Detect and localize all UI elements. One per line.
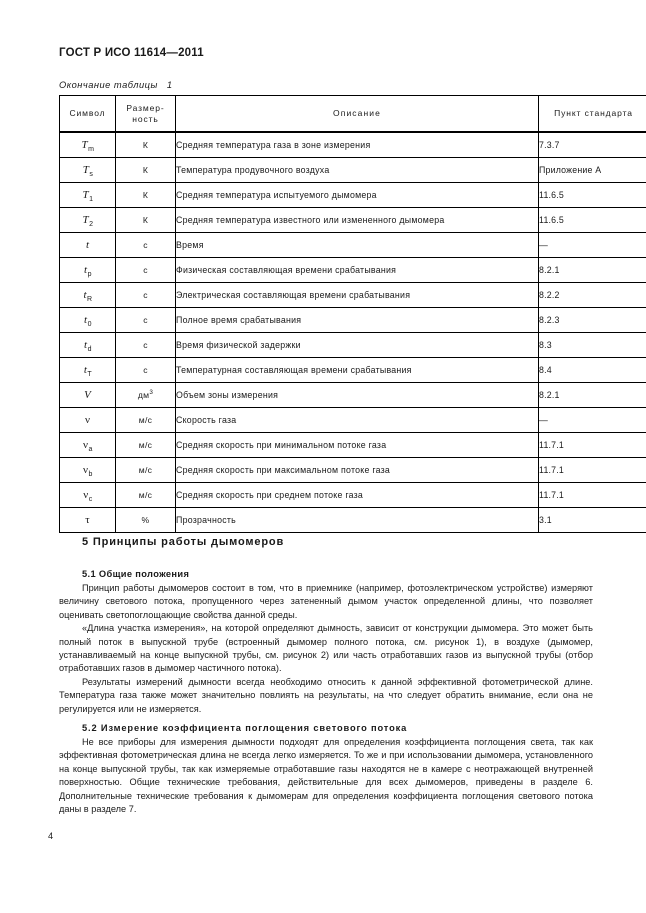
table-row (60, 183, 646, 208)
cell-dimension (116, 208, 176, 233)
cell-reference: 11.7.1 (539, 458, 646, 483)
cell-symbol (60, 158, 116, 183)
paragraph: Принцип работы дымомеров состоит в том, что в приемнике (например, фотоэлектрическом устройстве) измеряют величину светового потока, пропущенного через затененный дымом участок определенной длины, что позволяет оценивать светопоглощающие свойства данной среды. (59, 583, 593, 620)
symbol-base: ν (83, 439, 89, 451)
symbol-base: τ (85, 514, 90, 526)
symbol-base: ν (85, 414, 90, 426)
symbol-subscript: 0 (87, 321, 92, 328)
dimension-text: К (142, 190, 149, 200)
symbols-table-wrapper (59, 95, 633, 533)
cell-dimension (116, 433, 176, 458)
table-row (60, 458, 646, 483)
table-row (60, 383, 646, 408)
cell-symbol (60, 383, 116, 408)
symbol-base: t (84, 339, 88, 351)
subsection-title-5-2: 5.2 Измерение коэффициента поглощения светового потока (82, 723, 408, 733)
cell-dimension (116, 333, 176, 358)
cell-reference: 11.7.1 (539, 433, 646, 458)
paragraph: «Длина участка измерения», на которой определяют дымность, зависит от конструкции дымомера. Это может быть полный поток в выпускной трубе (встроенный дымомер полного потока, см. рисунок 1), в воздухе (дымомер, устанавливаемый на конце выпускной трубы, см. рисунок 2) или часть отработавших газов из выпускной трубы (отбор отработавших газов в дымомер частичного потока). (59, 623, 593, 674)
cell-dimension (116, 408, 176, 433)
symbol-base: t (83, 364, 87, 376)
cell-symbol (60, 132, 116, 158)
dimension-text: м/с (138, 490, 153, 500)
cell-symbol (60, 233, 116, 258)
symbol-base: T (81, 139, 88, 151)
symbol-subscript: 2 (89, 221, 94, 228)
symbols-table (59, 95, 646, 533)
table-caption-number: 1 (166, 80, 173, 90)
cell-dimension (116, 283, 176, 308)
dimension-text: м/с (138, 465, 153, 475)
cell-symbol (60, 408, 116, 433)
symbol-base: T (82, 189, 89, 201)
cell-description: Полное время срабатывания (176, 308, 539, 333)
cell-reference: 7.3.7 (539, 132, 646, 158)
cell-symbol (60, 283, 116, 308)
cell-reference: 11.6.5 (539, 183, 646, 208)
subsection-5-1-body (59, 582, 593, 716)
table-header (60, 96, 646, 133)
cell-symbol (60, 183, 116, 208)
cell-symbol (60, 508, 116, 533)
dimension-superscript: 3 (149, 389, 154, 397)
cell-reference: 8.2.3 (539, 308, 646, 333)
cell-description: Физическая составляющая времени срабатывания (176, 258, 539, 283)
cell-reference: 8.4 (539, 358, 646, 383)
symbol-subscript: T (87, 371, 92, 378)
paragraph: Не все приборы для измерения дымности подходят для определения коэффициента поглощения света, так как эффективная фотометрическая длина не всегда легко измеряется. То же и при использовании дымомера, установленного на конце выпускной трубы, так как измеряемые отработавшие газы находятся не в камере с неотражающей внутренней поверхностью. Общие технические требования, действительные для всех дымомеров, приведены в разделе 6. Дополнительные технические требования к дымомерам для определения коэффициента поглощения светового потока даны в разделе 7. (59, 737, 593, 815)
dimension-text: с (143, 240, 148, 250)
cell-description: Средняя температура испытуемого дымомера (176, 183, 539, 208)
symbol-base: ν (83, 464, 89, 476)
table-row (60, 258, 646, 283)
cell-description: Время физической задержки (176, 333, 539, 358)
table-row (60, 408, 646, 433)
cell-dimension (116, 483, 176, 508)
cell-reference: — (539, 233, 646, 258)
cell-reference: 8.2.1 (539, 383, 646, 408)
cell-reference: 11.6.5 (539, 208, 646, 233)
cell-description: Скорость газа (176, 408, 539, 433)
table-row (60, 132, 646, 158)
cell-dimension (116, 183, 176, 208)
cell-symbol (60, 208, 116, 233)
symbol-subscript: s (89, 171, 93, 178)
symbol-subscript: a (88, 446, 93, 453)
table-row (60, 233, 646, 258)
column-header-reference: Пункт стандарта (539, 96, 646, 133)
section-title: 5 Принципы работы дымомеров (82, 536, 285, 548)
dimension-text: К (142, 215, 149, 225)
dimension-text: с (143, 340, 148, 350)
cell-description: Прозрачность (176, 508, 539, 533)
dimension-header-line2: ность (132, 113, 159, 124)
symbol-base: t (83, 289, 87, 301)
standard-header: ГОСТ Р ИСО 11614—2011 (59, 47, 204, 59)
table-caption-text: Окончание таблицы (59, 80, 158, 90)
cell-dimension (116, 258, 176, 283)
subsection-5-2-body (59, 736, 593, 816)
cell-reference: 8.3 (539, 333, 646, 358)
table-body (60, 132, 646, 533)
symbol-base: t (85, 239, 90, 251)
dimension-text: м/с (138, 440, 153, 450)
cell-description: Средняя скорость при максимальном потоке газа (176, 458, 539, 483)
table-row (60, 483, 646, 508)
cell-description: Температурная составляющая времени срабатывания (176, 358, 539, 383)
cell-description: Электрическая составляющая времени срабатывания (176, 283, 539, 308)
dimension-text: с (143, 290, 148, 300)
cell-symbol (60, 258, 116, 283)
cell-symbol (60, 458, 116, 483)
column-header-symbol: Символ (60, 96, 116, 133)
cell-dimension (116, 358, 176, 383)
cell-symbol (60, 433, 116, 458)
dimension-text: К (142, 165, 149, 175)
symbol-subscript: R (87, 296, 93, 303)
cell-dimension (116, 308, 176, 333)
table-caption (59, 80, 173, 90)
cell-symbol (60, 333, 116, 358)
table-row (60, 358, 646, 383)
cell-description: Средняя скорость при минимальном потоке газа (176, 433, 539, 458)
dimension-text: % (141, 515, 150, 525)
cell-symbol (60, 308, 116, 333)
paragraph: Результаты измерений дымности всегда необходимо относить к данной эффективной фотометрической длине. Температура газа также может значительно повлиять на результаты, на что следует обратить внимание, если она не регулируется или не измеряется. (59, 676, 593, 714)
page-number: 4 (48, 831, 54, 841)
dimension-header-line1: Размер- (126, 103, 165, 114)
cell-description: Средняя температура газа в зоне измерения (176, 132, 539, 158)
cell-description: Температура продувочного воздуха (176, 158, 539, 183)
cell-reference: Приложение А (539, 158, 646, 183)
symbol-base: T (82, 214, 89, 226)
symbol-subscript: b (88, 471, 93, 478)
symbol-subscript: c (88, 496, 93, 503)
cell-reference: — (539, 408, 646, 433)
cell-description: Объем зоны измерения (176, 383, 539, 408)
symbol-base: T (82, 164, 89, 176)
cell-dimension (116, 233, 176, 258)
symbol-subscript: 1 (89, 196, 94, 203)
cell-description: Время (176, 233, 539, 258)
column-header-dimension (116, 96, 176, 133)
table-row (60, 433, 646, 458)
cell-reference: 8.2.2 (539, 283, 646, 308)
table-row (60, 508, 646, 533)
dimension-text: с (143, 365, 148, 375)
symbol-base: t (84, 264, 88, 276)
symbol-base: ν (83, 489, 89, 501)
table-header-row (60, 96, 646, 133)
symbol-subscript: m (88, 146, 94, 153)
column-header-description: Описание (176, 96, 539, 133)
table-row (60, 333, 646, 358)
symbol-subscript: p (87, 271, 92, 278)
table-row (60, 308, 646, 333)
dimension-text: м/с (138, 415, 153, 425)
dimension-text: с (143, 315, 148, 325)
dimension-text: К (142, 140, 149, 150)
cell-description: Средняя температура известного или измененного дымомера (176, 208, 539, 233)
cell-dimension (116, 508, 176, 533)
cell-dimension (116, 383, 176, 408)
table-row (60, 208, 646, 233)
symbol-subscript: d (87, 346, 92, 353)
cell-dimension (116, 158, 176, 183)
cell-description: Средняя скорость при среднем потоке газа (176, 483, 539, 508)
cell-dimension (116, 458, 176, 483)
table-row (60, 158, 646, 183)
dimension-text: с (143, 265, 148, 275)
cell-dimension (116, 132, 176, 158)
table-row (60, 283, 646, 308)
symbol-base: t (84, 314, 88, 326)
cell-reference: 8.2.1 (539, 258, 646, 283)
cell-symbol (60, 358, 116, 383)
cell-reference: 11.7.1 (539, 483, 646, 508)
cell-reference: 3.1 (539, 508, 646, 533)
symbol-base: V (84, 389, 91, 401)
dimension-text: дм (137, 390, 150, 400)
cell-symbol (60, 483, 116, 508)
subsection-title-5-1: 5.1 Общие положения (82, 569, 190, 579)
